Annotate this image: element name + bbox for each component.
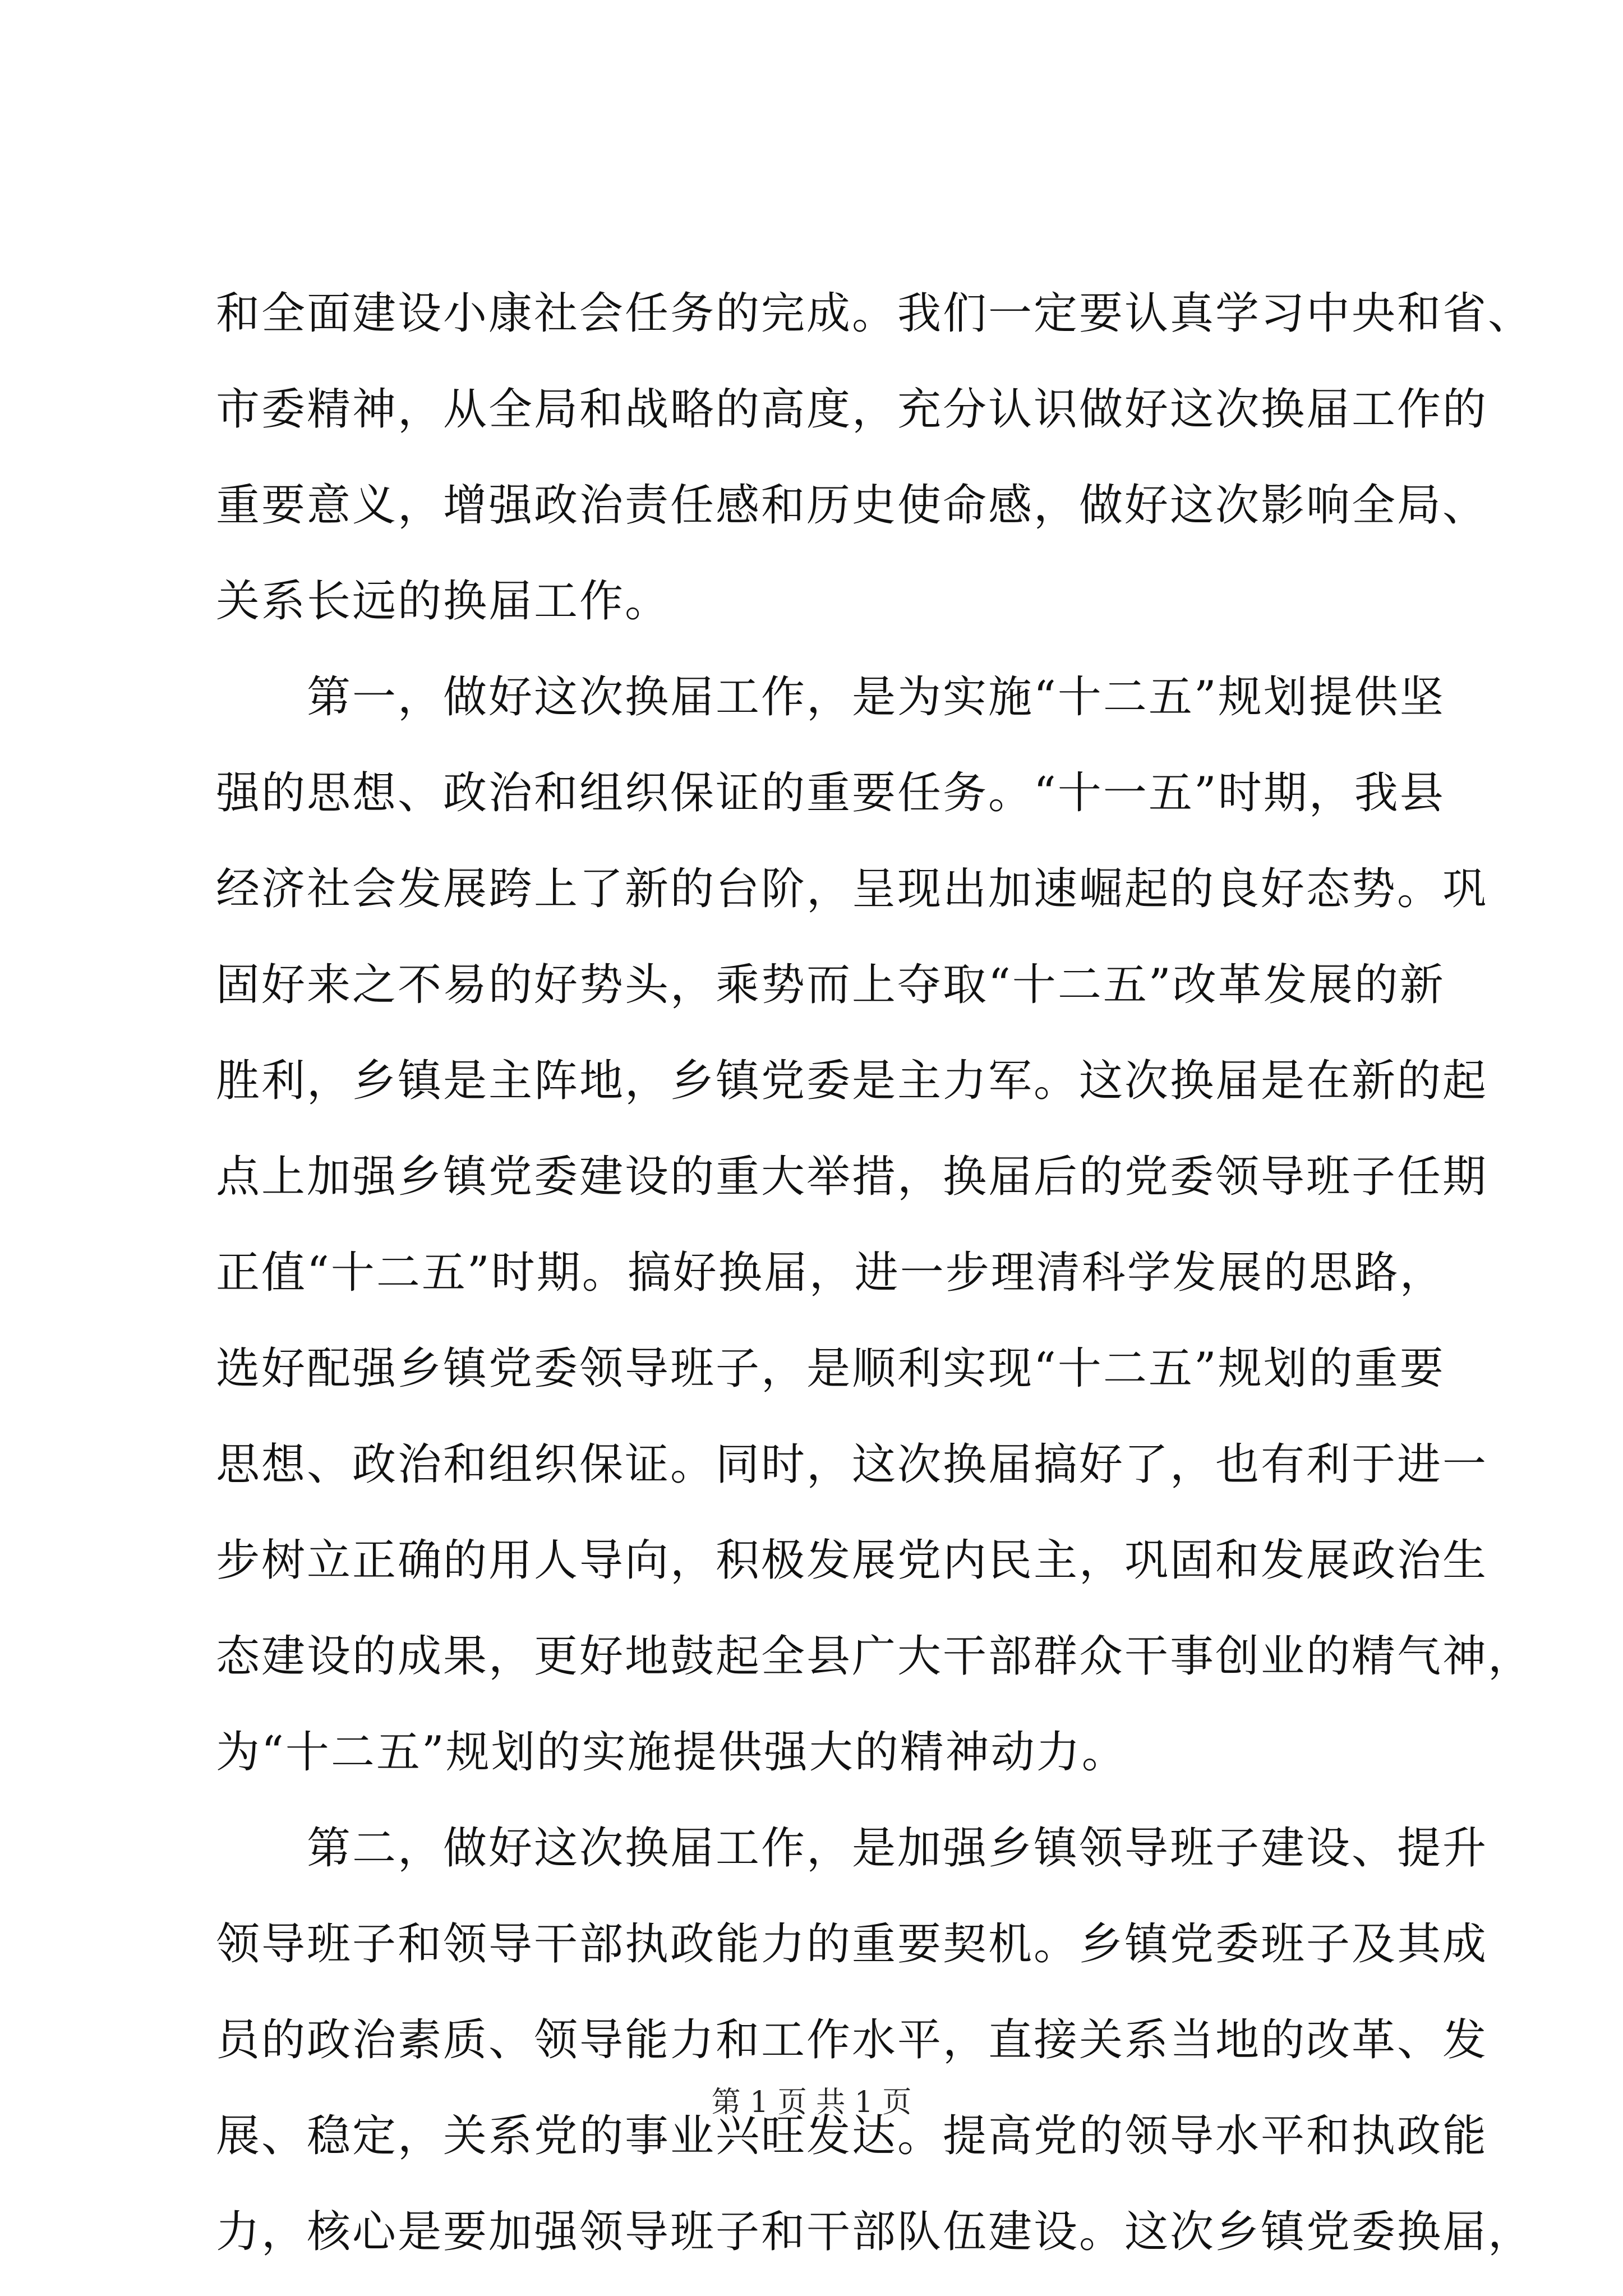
text-line: 胜利，乡镇是主阵地，乡镇党委是主力军。这次换届是在新的起 [216, 1056, 1488, 1106]
text-line: 经济社会发展跨上了新的台阶，呈现出加速崛起的良好态势。巩 [216, 864, 1488, 914]
text-line: 固好来之不易的好势头，乘势而上夺取“十二五”改革发展的新 [216, 960, 1445, 1010]
text-line: 重要意义，增强政治责任感和历史使命感，做好这次影响全局、 [216, 480, 1488, 531]
text-line: 点上加强乡镇党委建设的重大举措，换届后的党委领导班子任期 [216, 1152, 1488, 1202]
text-line: 强的思想、政治和组织保证的重要任务。“十一五”时期，我县 [216, 768, 1445, 818]
text-line: 正值“十二五”时期。搞好换届，进一步理清科学发展的思路， [216, 1248, 1445, 1298]
text-line: 和全面建设小康社会任务的完成。我们一定要认真学习中央和省、 [216, 288, 1534, 339]
text-line: 第一，做好这次换届工作，是为实施“十二五”规划提供坚 [216, 672, 1445, 723]
text-line: 第二，做好这次换届工作，是加强乡镇领导班子建设、提升 [216, 1823, 1488, 1874]
text-line: 展、稳定，关系党的事业兴旺发达。提高党的领导水平和执政能 [216, 2111, 1488, 2161]
text-line: 力，核心是要加强领导班子和干部队伍建设。这次乡镇党委换届， [216, 2207, 1534, 2257]
text-line: 市委精神，从全局和战略的高度，充分认识做好这次换届工作的 [216, 384, 1488, 435]
text-line: 关系长远的换届工作。 [216, 576, 671, 627]
document-body [216, 266, 1534, 2280]
text-line: 为“十二五”规划的实施提供强大的精神动力。 [216, 1727, 1127, 1778]
text-line: 员的政治素质、领导能力和工作水平，直接关系当地的改革、发 [216, 2015, 1488, 2065]
text-line: 思想、政治和组织保证。同时，这次换届搞好了，也有利于进一 [216, 1439, 1488, 1490]
text-line: 步树立正确的用人导向，积极发展党内民主，巩固和发展政治生 [216, 1535, 1488, 1586]
text-line: 选好配强乡镇党委领导班子，是顺利实现“十二五”规划的重要 [216, 1343, 1445, 1394]
page-footer: 第 1 页 共 1 页 [711, 2086, 912, 2119]
text-line: 领导班子和领导干部执政能力的重要契机。乡镇党委班子及其成 [216, 1919, 1488, 1970]
text-line: 态建设的成果，更好地鼓起全县广大干部群众干事创业的精气神， [216, 1631, 1534, 1682]
